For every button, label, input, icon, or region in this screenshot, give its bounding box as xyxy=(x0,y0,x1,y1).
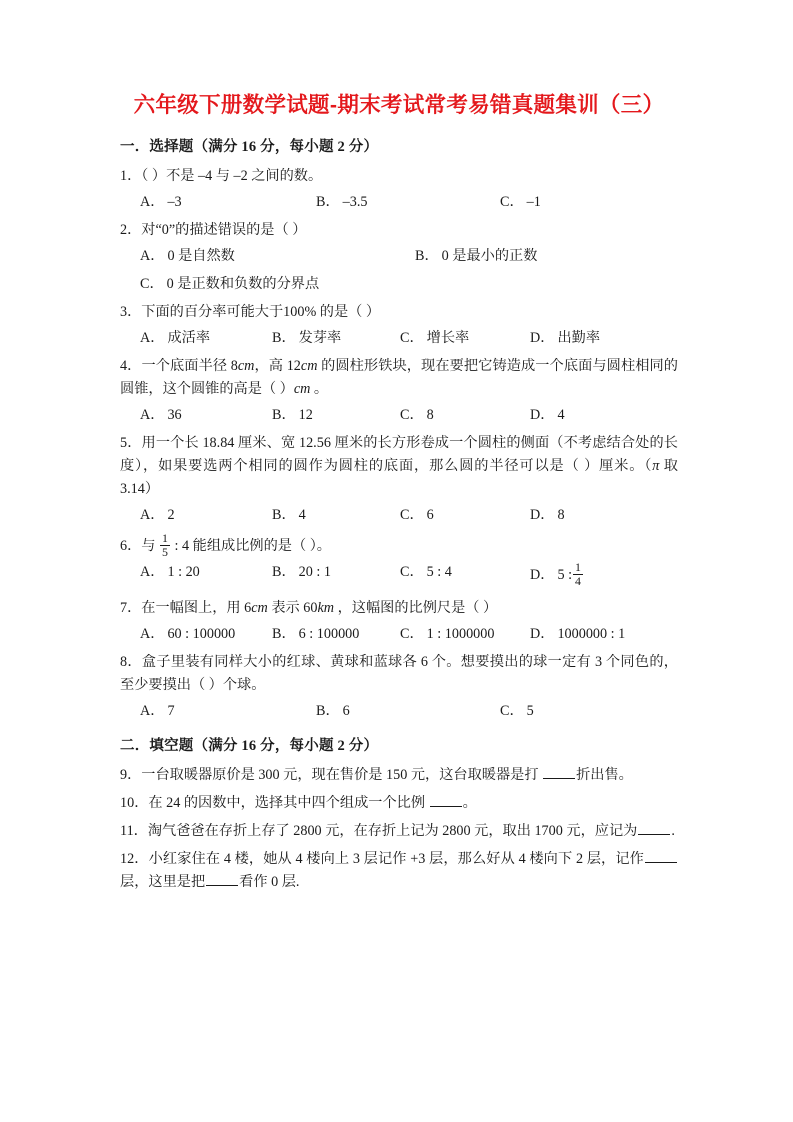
option-4-a[interactable]: A． 36 xyxy=(140,407,182,423)
option-4-b[interactable]: B． 12 xyxy=(272,407,313,423)
question-4-options xyxy=(120,404,678,426)
option-7-c[interactable]: C． 1 : 1000000 xyxy=(400,626,495,643)
question-4-stem: 4．一个底面半径 8cm，高 12cm 的圆柱形铁块，现在要把它铸造成一个底面与圆柱相同的圆锥，这个圆锥的高是（ ）cm 。 xyxy=(120,358,678,397)
question-1-stem: 1．（ ）不是 –4 与 –2 之间的数。 xyxy=(120,168,323,184)
fraction-one-quarter: $\frac{1}{4}$ xyxy=(575,560,581,588)
answer-blank-11[interactable] xyxy=(638,834,670,835)
answer-blank-9[interactable] xyxy=(543,778,575,779)
answer-blank-12a[interactable] xyxy=(645,862,677,863)
unit-cm: cm xyxy=(300,358,318,374)
question-1-options xyxy=(120,191,678,213)
question-8-stem: 8．盒子里装有同样大小的红球、黄球和蓝球各 6 个。想要摸出的球一定有 3 个同色的，至少要摸出（ ）个球。 xyxy=(120,654,678,694)
option-3-b[interactable]: B． 发芽率 xyxy=(272,330,342,346)
option-2-b[interactable]: B． 0 是最小的正数 xyxy=(415,248,538,264)
unit-km: km xyxy=(317,600,335,617)
question-11-stem: 11．淘气爸爸在存折上存了 2800 元，在存折上记为 2800 元，取出 1700 元，应记为 . xyxy=(120,823,675,840)
question-5-stem: 5．用一个长 18.84 厘米、宽 12.56 厘米的长方形卷成一个圆柱的侧面（不考虑结合处的长度），如果要选两个相同的圆作为圆柱的底面，那么圆的半径可以是（ ）厘米。（π 取 3.14） xyxy=(120,435,678,497)
question-2-options-row2 xyxy=(120,273,678,295)
question-7-options xyxy=(120,623,678,645)
question-6-stem: 6．与 $\frac{1}{5}$ : 4 能组成比例的是（ ）。 xyxy=(120,531,331,559)
fraction-one-fifth: $\frac{1}{5}$ xyxy=(162,531,168,559)
option-7-d[interactable]: D． 1000000 : 1 xyxy=(530,626,626,643)
answer-blank-10[interactable] xyxy=(430,806,462,807)
option-2-c[interactable]: C． 0 是正数和负数的分界点 xyxy=(140,276,320,292)
option-5-a[interactable]: A． 2 xyxy=(140,507,175,523)
option-3-c[interactable]: C． 增长率 xyxy=(400,330,470,346)
option-6-c[interactable]: C． 5 : 4 xyxy=(400,564,452,581)
question-9-stem: 9．一台取暖器原价是 300 元，现在售价是 150 元，这台取暖器是打 折出售。 xyxy=(120,767,633,784)
option-8-a[interactable]: A． 7 xyxy=(140,703,175,720)
option-8-c[interactable]: C． 5 xyxy=(500,703,534,720)
section-heading-choice: 一．选择题（满分 16 分，每小题 2 分） xyxy=(120,139,379,155)
option-5-c[interactable]: C． 6 xyxy=(400,507,434,523)
option-1-c[interactable]: C． –1 xyxy=(500,194,541,210)
question-5-options xyxy=(120,504,678,526)
option-6-d[interactable]: D． 5 : $\frac{1}{4}$ xyxy=(530,560,581,588)
option-2-a[interactable]: A． 0 是自然数 xyxy=(140,248,235,264)
option-6-b[interactable]: B． 20 : 1 xyxy=(272,564,331,581)
question-2-options-row1 xyxy=(120,245,678,267)
question-7-stem: 7．在一幅图上，用 6cm 表示 60km ，这幅图的比例尺是（ ） xyxy=(120,600,498,617)
question-2-stem: 2．对“0”的描述错误的是（ ） xyxy=(120,222,307,238)
question-3-options xyxy=(120,327,678,349)
option-4-c[interactable]: C． 8 xyxy=(400,407,434,423)
answer-blank-12b[interactable] xyxy=(206,885,238,886)
question-12-stem: 12．小红家住在 4 楼，她从 4 楼向上 3 层记作 +3 层，那么好从 4 楼向下 2 层，记作层，这里是把 看作 0 层. xyxy=(120,848,678,894)
pi-symbol: π xyxy=(652,458,660,474)
option-6-a[interactable]: A． 1 : 20 xyxy=(140,564,200,581)
option-4-d[interactable]: D． 4 xyxy=(530,407,565,423)
option-3-d[interactable]: D． 出勤率 xyxy=(530,330,601,346)
section-heading-fill: 二．填空题（满分 16 分，每小题 2 分） xyxy=(120,738,379,755)
option-7-a[interactable]: A． 60 : 100000 xyxy=(140,626,236,643)
question-6-options xyxy=(120,561,678,595)
question-8-options xyxy=(120,700,678,722)
unit-cm: cm xyxy=(293,381,311,397)
question-10-stem: 10．在 24 的因数中，选择其中四个组成一个比例 。 xyxy=(120,795,477,812)
unit-cm: cm xyxy=(237,358,255,374)
option-1-b[interactable]: B． –3.5 xyxy=(316,194,368,210)
option-5-d[interactable]: D． 8 xyxy=(530,507,565,523)
page-title: 六年级下册数学试题-期末考试常考易错真题集训（三） xyxy=(133,93,665,117)
option-8-b[interactable]: B． 6 xyxy=(316,703,350,720)
option-5-b[interactable]: B． 4 xyxy=(272,507,306,523)
option-7-b[interactable]: B． 6 : 100000 xyxy=(272,626,360,643)
unit-cm: cm xyxy=(251,600,268,617)
option-3-a[interactable]: A． 成活率 xyxy=(140,330,211,346)
question-3-stem: 3．下面的百分率可能大于100% 的是（ ） xyxy=(120,304,381,320)
option-1-a[interactable]: A． –3 xyxy=(140,194,182,210)
